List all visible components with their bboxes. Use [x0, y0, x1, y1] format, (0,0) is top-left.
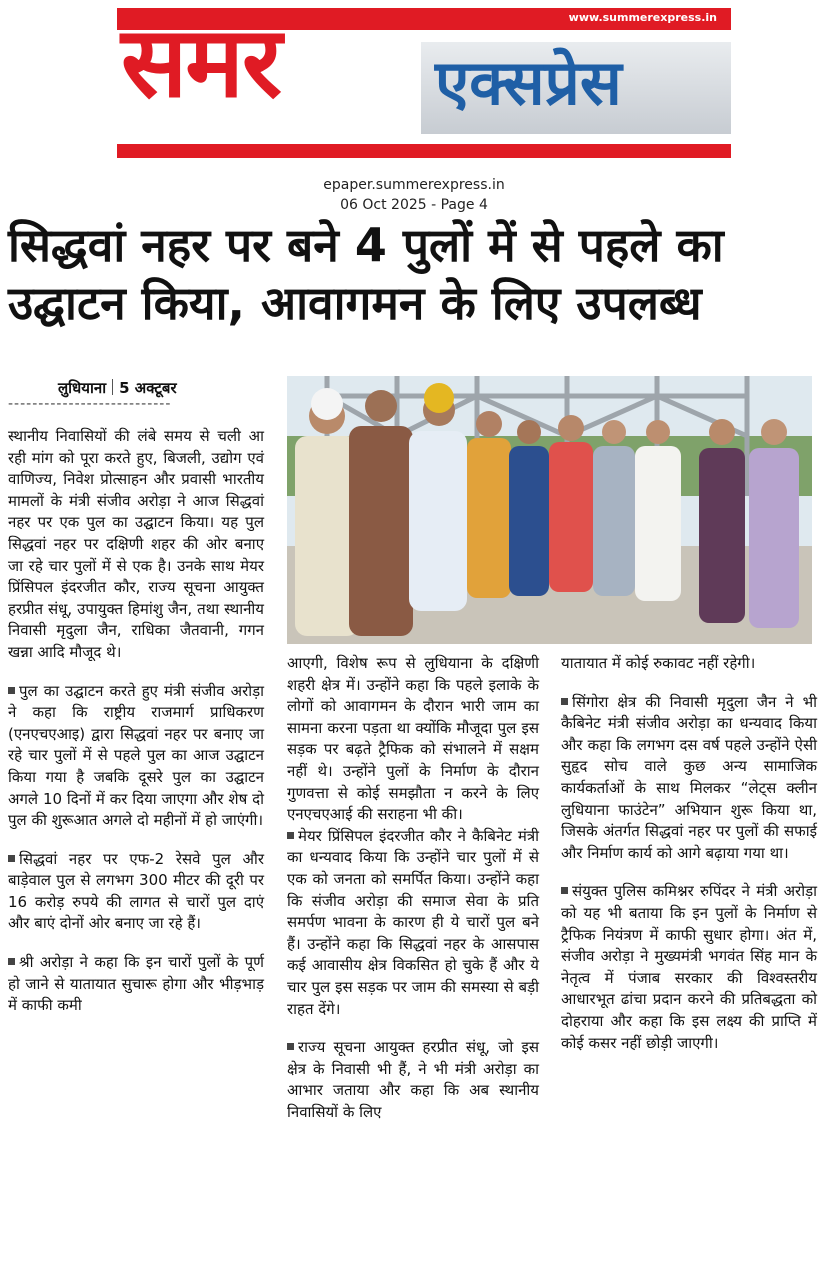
paragraph: पुल का उद्घाटन करते हुए मंत्री संजीव अरोड़ा ने कहा कि राष्ट्रीय राजमार्ग प्राधिकरण (एनएचएआइ) द्वारा सिद्धवां नहर पर बनाए जा रहे चार पुलों में से पहले पुल का आज उद्घाटन किया गया है जबकि दूसरे पुल का उद्घाटन अगले 10 दिनों में कर दिया जाएगा और शेष दो पुल की शुरूआत अगले दो महीनों में हो जाएंगी।	[8, 681, 264, 830]
paragraph: स्थानीय निवासियों की लंबे समय से चली आ रही मांग को पूरा करते हुए, बिजली, उद्योग एवं वाणिज्य, निवेश प्रोत्साहन और प्रवासी भारतीय मामलों के मंत्री संजीव अरोड़ा ने आज सिद्धवां नहर पर एक पुल का उद्घाटन किया। यह पुल सिद्धवां नहर पर दक्षिणी शहर की ओर बनाए जा रहे चार पुलों में से एक है। उनके साथ मेयर प्रिंसिपल इंदरजीत कौर, राज्य सूचना आयुक्त हरप्रीत संधू, उपायुक्त हिमांशु जैन, तथा स्थानीय निवासी मृदुला जैन, राधिका जैतवानी, गगन खन्ना आदि मौजूद थे।	[8, 427, 264, 661]
epaper-site[interactable]: epaper.summerexpress.in	[323, 177, 505, 193]
dateline-separator	[112, 379, 113, 395]
paragraph: यातायात में कोई रुकावट नहीं रहेगी।	[561, 654, 756, 672]
group-photo-illustration	[287, 376, 812, 644]
paragraph: आएगी, विशेष रूप से लुधियाना के दक्षिणी शहरी क्षेत्र में। उन्होंने कहा कि पहले इलाके के लोगों को आवागमन के दौरान भारी जाम का सामना करना पड़ता था क्योंकि मौजूदा पुल इस सड़क पर बढ़ते ट्रैफिक को संभालने में सक्षम नहीं थे। उन्होंने पुलों के निर्माण के दौरान गुणवत्ता से कोई समझौता न करने के लिए एनएचएआई की सराहना भी की।	[287, 654, 539, 824]
masthead-title-express: एक्सप्रेस	[435, 46, 622, 119]
dateline	[58, 378, 177, 398]
article-column-3	[561, 653, 817, 1054]
masthead-logo	[117, 8, 731, 160]
article-photo	[287, 376, 812, 644]
bullet-icon	[8, 855, 15, 862]
edition-date-page: 06 Oct 2025 - Page 4	[340, 197, 488, 213]
bullet-icon	[561, 698, 568, 705]
masthead-bottom-bar	[117, 144, 731, 158]
bullet-icon	[561, 887, 568, 894]
dateline-divider: ---------------------------	[8, 396, 172, 412]
paragraph: मेयर प्रिंसिपल इंदरजीत कौर ने कैबिनेट मंत्री का धन्यवाद किया कि उन्होंने चार पुलों में से एक को जनता को समर्पित किया। उन्होंने कहा कि संजीव अरोड़ा की समाज सेवा के प्रति समर्पण भावना के कारण ही ये चारों पुल बने हैं। उन्होंने कहा कि सिद्धवां नहर के आसपास कई आवासीय क्षेत्र विकसित हो चुके हैं और ये चार पुल इस सड़क पर जाम की समस्या से बड़ी राहत देंगे।	[287, 826, 539, 1018]
masthead-title-samar: समर	[121, 6, 280, 120]
paragraph: राज्य सूचना आयुक्त हरप्रीत संधू, जो इस क्षेत्र के निवासी भी हैं, ने भी मंत्री अरोड़ा का आभार जताया और कहा कि अब स्थानीय निवासियों के लिए	[287, 1038, 539, 1121]
paragraph: सिद्धवां नहर पर एफ-2 रेसवे पुल और बाड़ेवाल पुल से लगभग 300 मीटर की दूरी पर 16 करोड़ रुपये की लागत से चारों पुल दाएं और बाएं दोनों ओर बनाए जा रहे हैं।	[8, 849, 264, 933]
paragraph: संयुक्त पुलिस कमिश्नर रुपिंदर ने मंत्री अरोड़ा को यह भी बताया कि इन पुलों के निर्माण से ट्रैफिक नियंत्रण में काफी सुधार होगा। अंत में, संजीव अरोड़ा ने मुख्यमंत्री भगवंत सिंह मान के नेतृत्व में पंजाब सरकार की विश्वस्तरीय आधारभूत ढांचा प्रदान करने की प्रतिबद्धता को दोहराया और कहा कि इस लक्ष्य की प्राप्ति में कोई कसर नहीं छोड़ी जाएगी।	[561, 882, 817, 1052]
bullet-icon	[8, 687, 15, 694]
article-column-1	[8, 426, 264, 1017]
bullet-icon	[287, 832, 294, 839]
dateline-date: 5 अक्टूबर	[119, 379, 177, 397]
article-headline	[8, 216, 820, 332]
headline-line-2: उद्घाटन किया, आवागमन के लिए उपलब्ध	[8, 276, 702, 330]
bullet-icon	[287, 1043, 294, 1050]
paragraph: सिंगोरा क्षेत्र की निवासी मृदुला जैन ने भी कैबिनेट मंत्री संजीव अरोड़ा का धन्यवाद किया और कहा कि लगभग दस वर्ष पहले उन्होंने ऐसी सुहृद सोच वाले कुछ अन्य सामाजिक कार्यकर्ताओं के साथ मिलकर “लेट्स क्लीन लुधियाना फाउंटेन” अभियान शुरू किया था, जिसके अंतर्गत सिद्धवां नहर पर पुलों की सफाई और निर्माण कार्य को आगे बढ़ाया गया था।	[561, 692, 817, 862]
paragraph: श्री अरोड़ा ने कहा कि इन चारों पुलों के पूर्ण हो जाने से यातायात सुचारू होगा और भीड़भाड़ में काफी कमी	[8, 953, 264, 1015]
bullet-icon	[8, 958, 15, 965]
article-column-2	[287, 653, 539, 1123]
headline-line-1: सिद्धवां नहर पर बने 4 पुलों में से पहले का	[8, 218, 724, 272]
masthead-website[interactable]: www.summerexpress.in	[568, 11, 717, 24]
dateline-place: लुधियाना	[58, 379, 107, 397]
